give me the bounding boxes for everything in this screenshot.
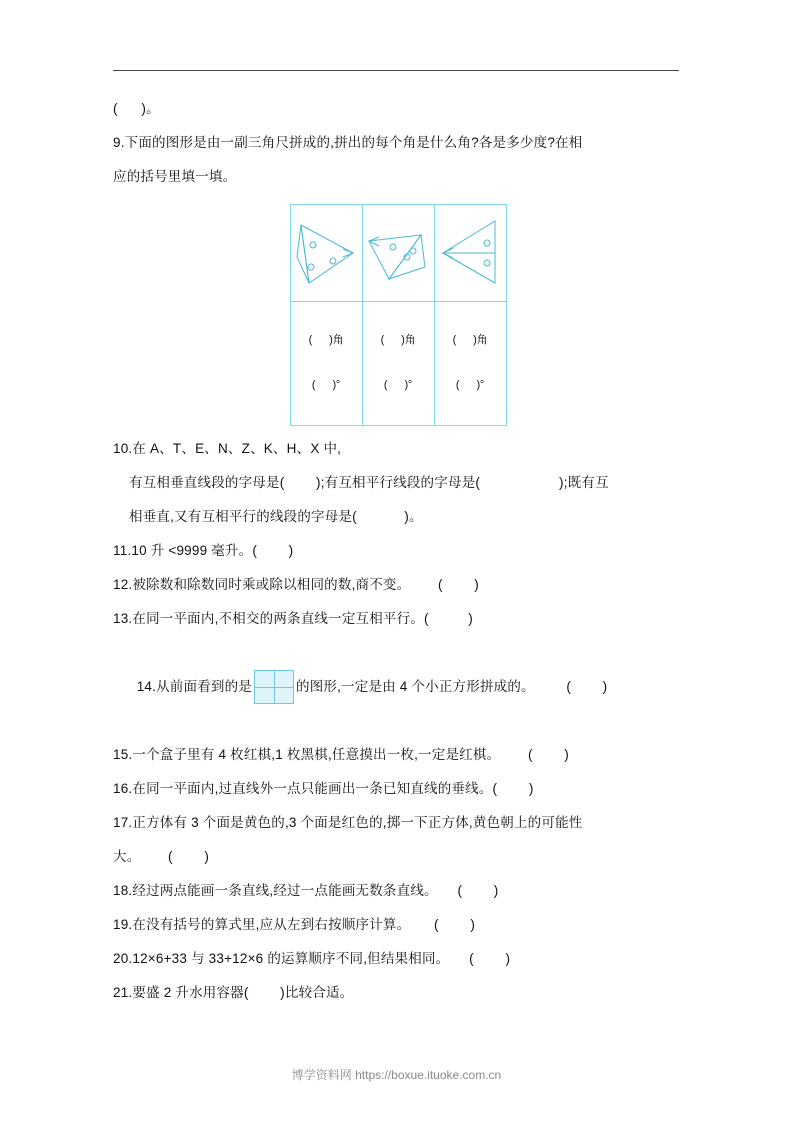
footer-site-name: 博学资料网 (291, 1068, 352, 1082)
question-16: 16.在同一平面内,过直线外一点只能画出一条已知直线的垂线。( ) (113, 781, 534, 797)
question-17-line-1: 17.正方体有 3 个面是黄色的,3 个面是红色的,掷一下正方体,黄色朝上的可能性 (113, 815, 583, 831)
question-9-line-2: 应的括号里填一填。 (113, 169, 237, 184)
question-14-prefix: 14.从前面看到的是 (136, 679, 252, 694)
answer-blank-line: ( )。 (113, 101, 160, 116)
question-10-line-2: 有互相垂直线段的字母是( );有互相平行线段的字母是( );既有互 (129, 475, 609, 490)
figure-cell-1 (291, 205, 363, 425)
figure-degree-label-2: ( )° (383, 379, 413, 391)
figure-caption-1 (291, 301, 362, 425)
triangle-pair-icon (435, 205, 506, 301)
figure-drawing-1 (291, 205, 362, 301)
triangle-pair-icon (291, 205, 362, 301)
question-15: 15.一个盒子里有 4 枚红棋,1 枚黑棋,任意摸出一枚,一定是红棋。 ( ) (113, 747, 569, 763)
question-9-line-1: 9.下面的图形是由一副三角尺拼成的,拼出的每个角是什么角?各是多少度?在相 (113, 135, 583, 150)
question-20: 20.12×6+33 与 33+12×6 的运算顺序不同,但结果相同。 ( ) (113, 951, 511, 967)
question-17-line-2: 大。 ( ) (113, 849, 210, 865)
triangle-ruler-figure (290, 204, 507, 426)
figure-angle-label-3: ( )角 (452, 334, 488, 346)
figure-caption-3 (435, 301, 506, 425)
figure-caption-2 (363, 301, 434, 425)
four-square-grid-icon (254, 670, 294, 704)
question-14-suffix: 的图形,一定是由 4 个小正方形拼成的。 ( ) (296, 679, 608, 694)
figure-angle-label-1: ( )角 (308, 334, 344, 346)
figure-drawing-2 (363, 205, 434, 301)
figure-angle-label-2: ( )角 (380, 334, 416, 346)
figure-cell-3 (435, 205, 506, 425)
figure-cell-2 (363, 205, 435, 425)
footer-url: https://boxue.ituoke.com.cn (355, 1068, 502, 1082)
header-divider (113, 70, 679, 71)
question-19: 19.在没有括号的算式里,应从左到右按顺序计算。 ( ) (113, 917, 476, 933)
question-11: 11.10 升 <9999 毫升。( ) (113, 543, 294, 558)
question-13: 13.在同一平面内,不相交的两条直线一定互相平行。( ) (113, 611, 473, 626)
question-content (113, 92, 683, 1010)
question-18: 18.经过两点能画一条直线,经过一点能画无数条直线。 ( ) (113, 883, 499, 899)
question-10-line-3: 相垂直,又有互相平行的线段的字母是( )。 (129, 509, 423, 524)
figure-drawing-3 (435, 205, 506, 301)
figure-degree-label-1: ( )° (311, 379, 341, 391)
question-14 (113, 636, 683, 738)
figure-degree-label-3: ( )° (455, 379, 485, 391)
triangle-ruler-figure-wrap (113, 204, 683, 426)
question-10-line-1: 10.在 A、T、E、N、Z、K、H、X 中, (113, 441, 342, 456)
page-footer (0, 1066, 793, 1083)
triangle-pair-icon (363, 205, 434, 301)
question-21: 21.要盛 2 升水用容器( )比较合适。 (113, 985, 354, 1001)
question-12: 12.被除数和除数同时乘或除以相同的数,商不变。 ( ) (113, 577, 479, 592)
